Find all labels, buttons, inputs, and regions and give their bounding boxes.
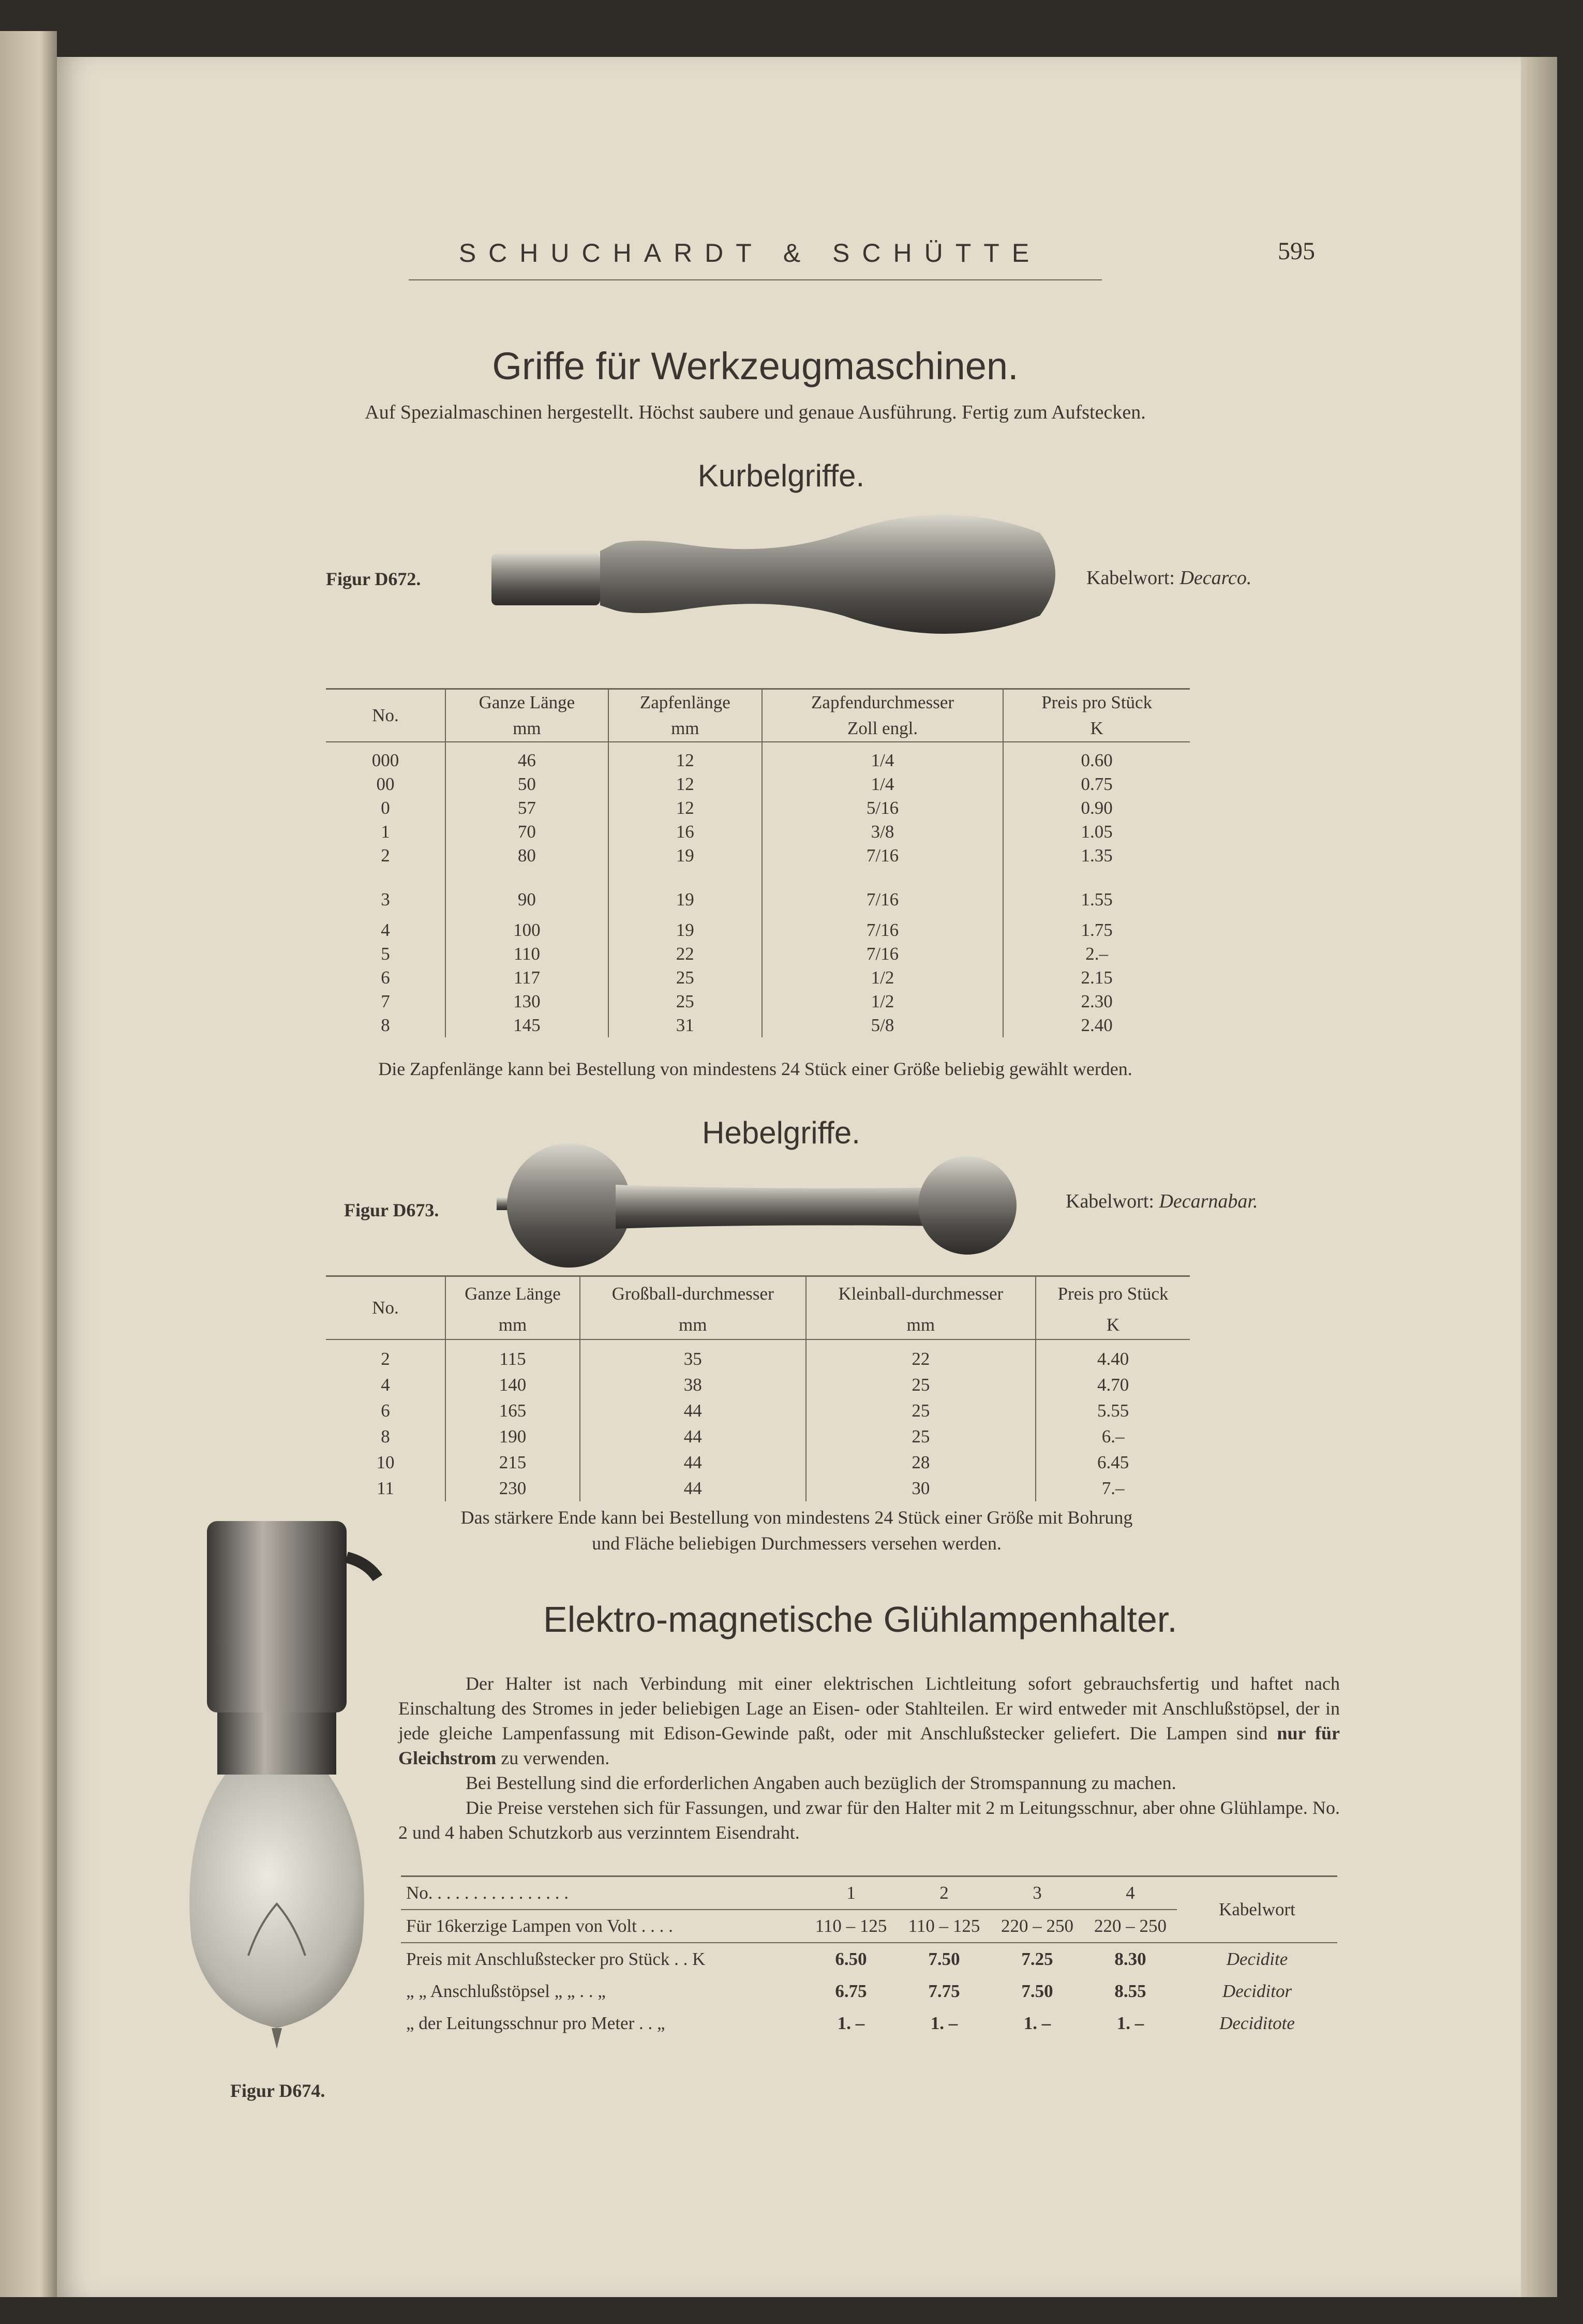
lamp-volt-4: 220 – 250 (1094, 1916, 1167, 1936)
lamp-kabelwort: Deciditor (1222, 1981, 1292, 2001)
row-no: 4 (381, 1375, 390, 1395)
col-header-ganze-laenge: Ganze Länge (445, 1276, 580, 1311)
row-preis: 6.– (1036, 1424, 1190, 1450)
row-zapfenlaenge: 12 (608, 796, 762, 820)
lamp-price-value: 6.75 (835, 1981, 867, 2001)
row-no: 10 (376, 1452, 395, 1472)
lamp-price-row (401, 2007, 1337, 2039)
row-no: 2 (381, 1349, 390, 1369)
row-ganze-laenge: 46 (445, 742, 608, 772)
lamp-description (398, 1671, 1340, 1845)
lamp-no-4: 4 (1126, 1883, 1135, 1903)
row-ganze-laenge: 70 (445, 820, 608, 844)
row-no: 8 (381, 1426, 390, 1447)
row-preis: 2.30 (1003, 990, 1190, 1014)
unit-zoll: Zoll engl. (762, 716, 1004, 742)
unit-mm: mm (580, 1310, 806, 1339)
row-zapfenlaenge: 25 (608, 966, 762, 990)
row-zapfenlaenge: 12 (608, 742, 762, 772)
row-no: 000 (371, 750, 399, 770)
table-row (326, 1476, 1190, 1501)
row-kleinball: 28 (806, 1450, 1036, 1476)
row-grossball: 44 (580, 1398, 806, 1424)
row-preis: 0.60 (1003, 742, 1190, 772)
lamp-paragraph-1: Der Halter ist nach Verbindung mit einer elektrischen Lichtleitung sofort gebrauchsfertig und haftet nach Einschaltung des Stromes in jeder beliebigen Lage an Eisen- oder Stahlteilen. Er wird entweder mit Anschlußstöpsel, der in jede gleiche Lampenfassung mit Edison-Gewinde paßt, oder mit Anschlußstecker geliefert. Die Lampen sind nur für Gleichstrom zu verwenden. (398, 1673, 1340, 1768)
table-row (326, 1014, 1190, 1037)
row-preis: 0.75 (1003, 772, 1190, 796)
lamp-price-value: 1. – (837, 2013, 865, 2033)
table-row (326, 1339, 1190, 1372)
hebel-note-line1: Das stärkere Ende kann bei Bestellung von mindestens 24 Stück einer Größe mit Bohrung (460, 1507, 1133, 1528)
row-ganze-laenge: 80 (445, 844, 608, 868)
row-kleinball: 25 (806, 1398, 1036, 1424)
col-header-kleinball: Kleinball-durchmesser (806, 1276, 1036, 1311)
row-preis: 4.70 (1036, 1372, 1190, 1398)
unit-currency: K (1036, 1310, 1190, 1339)
row-zapfendurchmesser: 3/8 (762, 820, 1004, 844)
row-preis: 2.15 (1003, 966, 1190, 990)
row-zapfendurchmesser: 5/16 (762, 796, 1004, 820)
kurbel-heading: Kurbelgriffe. (697, 458, 865, 493)
lamp-no-label: No. . . . . . . . . . . . . . . . (406, 1883, 569, 1903)
table-row (326, 868, 1190, 918)
table-row (326, 844, 1190, 868)
page-title: Griffe für Werkzeugmaschinen. (492, 345, 1019, 388)
row-ganze-laenge: 140 (445, 1372, 580, 1398)
lamp-no-1: 1 (846, 1883, 856, 1903)
row-no: 6 (381, 1401, 390, 1421)
row-ganze-laenge: 117 (445, 966, 608, 990)
lamp-heading: Elektro-magnetische Glühlampenhalter. (543, 1599, 1177, 1640)
lamp-paragraph-2: Bei Bestellung sind die erforderlichen Angaben auch bezüglich der Stromspannung zu machen. (466, 1772, 1176, 1793)
table-row (326, 1450, 1190, 1476)
unit-mm: mm (608, 716, 762, 742)
lever-handle-illustration (497, 1138, 1035, 1273)
hebel-kabelwort: Kabelwort: Decarnabar. (1066, 1190, 1258, 1212)
row-ganze-laenge: 90 (445, 868, 608, 918)
row-zapfenlaenge: 19 (608, 918, 762, 942)
table-row (326, 966, 1190, 990)
row-zapfendurchmesser: 1/4 (762, 772, 1004, 796)
lamp-price-row (401, 1943, 1337, 1975)
lamp-price-label: Preis mit Anschlußstecker pro Stück . . K (406, 1949, 706, 1969)
row-preis: 6.45 (1036, 1450, 1190, 1476)
unit-currency: K (1003, 716, 1190, 742)
row-preis: 1.35 (1003, 844, 1190, 868)
row-zapfenlaenge: 22 (608, 942, 762, 966)
row-preis: 7.– (1036, 1476, 1190, 1501)
lamp-paragraph-3: Die Preise verstehen sich für Fassungen, und zwar für den Halter mit 2 m Leitungsschnur, aber ohne Glühlampe. No. 2 und 4 haben Schutzkorb aus verzinntem Eisendraht. (398, 1797, 1340, 1843)
row-preis: 0.90 (1003, 796, 1190, 820)
kurbel-figure-label: Figur D672. (326, 569, 421, 589)
kurbel-note: Die Zapfenlänge kann bei Bestellung von mindestens 24 Stück einer Größe beliebig gewählt werden. (378, 1059, 1132, 1079)
row-no: 3 (381, 889, 390, 910)
row-kleinball: 30 (806, 1476, 1036, 1501)
unit-mm: mm (445, 1310, 580, 1339)
left-page-edge (0, 31, 57, 2297)
row-zapfendurchmesser: 7/16 (762, 942, 1004, 966)
row-no: 6 (381, 967, 390, 988)
row-ganze-laenge: 130 (445, 990, 608, 1014)
row-no: 8 (381, 1015, 390, 1035)
row-preis: 1.55 (1003, 868, 1190, 918)
row-kleinball: 25 (806, 1372, 1036, 1398)
col-header-preis: Preis pro Stück (1036, 1276, 1190, 1311)
page-subtitle: Auf Spezialmaschinen hergestellt. Höchst saubere und genaue Ausführung. Fertig zum Aufstecken. (365, 401, 1146, 423)
row-no: 00 (376, 774, 395, 794)
row-zapfenlaenge: 25 (608, 990, 762, 1014)
table-row (326, 742, 1190, 772)
row-grossball: 38 (580, 1372, 806, 1398)
right-page-edge (1521, 57, 1557, 2297)
row-zapfenlaenge: 19 (608, 868, 762, 918)
row-zapfendurchmesser: 7/16 (762, 918, 1004, 942)
table-row (326, 990, 1190, 1014)
col-header-ganze-laenge: Ganze Länge (445, 689, 608, 716)
lamp-price-value: 1. – (930, 2013, 958, 2033)
col-header-no: No. (372, 705, 399, 725)
unit-mm: mm (806, 1310, 1036, 1339)
row-ganze-laenge: 57 (445, 796, 608, 820)
row-preis: 2.– (1003, 942, 1190, 966)
row-no: 7 (381, 991, 390, 1011)
table-row (326, 1398, 1190, 1424)
row-preis: 1.05 (1003, 820, 1190, 844)
lamp-volt-1: 110 – 125 (815, 1916, 887, 1936)
hebel-table (326, 1275, 1190, 1501)
kurbel-kabelwort: Kabelwort: Decarco. (1086, 567, 1252, 589)
row-no: 2 (381, 845, 390, 866)
row-preis: 2.40 (1003, 1014, 1190, 1037)
row-zapfendurchmesser: 5/8 (762, 1014, 1004, 1037)
table-row (326, 796, 1190, 820)
row-no: 1 (381, 822, 390, 842)
row-ganze-laenge: 110 (445, 942, 608, 966)
row-grossball: 44 (580, 1450, 806, 1476)
row-zapfendurchmesser: 1/2 (762, 966, 1004, 990)
row-ganze-laenge: 165 (445, 1398, 580, 1424)
row-preis: 5.55 (1036, 1398, 1190, 1424)
row-ganze-laenge: 50 (445, 772, 608, 796)
row-grossball: 35 (580, 1339, 806, 1372)
table-row (326, 918, 1190, 942)
lamp-price-value: 7.50 (1021, 1981, 1053, 2001)
lamp-price-value: 7.50 (928, 1949, 960, 1969)
row-no: 11 (377, 1478, 394, 1498)
lamp-price-label: „ der Leitungsschnur pro Meter . . „ (406, 2013, 665, 2033)
hebel-heading: Hebelgriffe. (702, 1115, 860, 1150)
row-no: 0 (381, 798, 390, 818)
row-grossball: 44 (580, 1424, 806, 1450)
lamp-volt-label: Für 16kerzige Lampen von Volt . . . . (406, 1916, 673, 1936)
lamp-no-3: 3 (1033, 1883, 1042, 1903)
row-zapfendurchmesser: 7/16 (762, 844, 1004, 868)
row-no: 4 (381, 920, 390, 940)
lamp-price-row (401, 1975, 1337, 2007)
lamp-kabelwort: Deciditote (1219, 2013, 1295, 2033)
running-header: SCHUCHARDT & SCHÜTTE (458, 239, 1042, 267)
row-ganze-laenge: 230 (445, 1476, 580, 1501)
lamp-volt-2: 110 – 125 (908, 1916, 980, 1936)
row-zapfendurchmesser: 1/2 (762, 990, 1004, 1014)
lamp-price-label: „ „ Anschlußstöpsel „ „ . . „ (406, 1981, 606, 2001)
row-zapfenlaenge: 12 (608, 772, 762, 796)
col-header-zapfenlaenge: Zapfenlänge (608, 689, 762, 716)
row-ganze-laenge: 190 (445, 1424, 580, 1450)
row-preis: 1.75 (1003, 918, 1190, 942)
lamp-no-2: 2 (939, 1883, 949, 1903)
row-ganze-laenge: 115 (445, 1339, 580, 1372)
table-row (326, 1424, 1190, 1450)
row-ganze-laenge: 145 (445, 1014, 608, 1037)
col-header-preis: Preis pro Stück (1003, 689, 1190, 716)
row-ganze-laenge: 100 (445, 918, 608, 942)
row-zapfendurchmesser: 7/16 (762, 868, 1004, 918)
lamp-price-value: 7.75 (928, 1981, 960, 2001)
lamp-kabel-header: Kabelwort (1219, 1899, 1295, 1919)
crank-handle-illustration (481, 502, 1071, 652)
table-row (326, 820, 1190, 844)
lamp-kabelwort: Decidite (1226, 1949, 1288, 1969)
row-ganze-laenge: 215 (445, 1450, 580, 1476)
page-number: 595 (1278, 237, 1315, 265)
row-zapfenlaenge: 16 (608, 820, 762, 844)
col-header-no: No. (372, 1298, 399, 1318)
row-no: 5 (381, 944, 390, 964)
lamp-price-value: 7.25 (1021, 1949, 1053, 1969)
table-row (326, 772, 1190, 796)
hebel-note-line2: und Fläche beliebigen Durchmessers versehen werden. (592, 1533, 1002, 1554)
lamp-price-value: 1. – (1023, 2013, 1051, 2033)
lamp-volt-3: 220 – 250 (1001, 1916, 1073, 1936)
row-zapfendurchmesser: 1/4 (762, 742, 1004, 772)
row-preis: 4.40 (1036, 1339, 1190, 1372)
lamp-holder-illustration (186, 1516, 383, 2075)
lamp-price-value: 8.30 (1114, 1949, 1146, 1969)
lamp-figure-label: Figur D674. (230, 2080, 325, 2101)
col-header-zapfendurchmesser: Zapfendurchmesser (762, 689, 1004, 716)
row-zapfenlaenge: 19 (608, 844, 762, 868)
header-rule (409, 279, 1102, 280)
lamp-price-value: 1. – (1116, 2013, 1144, 2033)
lamp-table (401, 1875, 1337, 2039)
row-zapfenlaenge: 31 (608, 1014, 762, 1037)
table-row (326, 1372, 1190, 1398)
lamp-price-value: 8.55 (1114, 1981, 1146, 2001)
row-grossball: 44 (580, 1476, 806, 1501)
kurbel-table (326, 688, 1190, 1037)
hebel-figure-label: Figur D673. (344, 1200, 439, 1220)
col-header-grossball: Großball-durchmesser (580, 1276, 806, 1311)
row-kleinball: 25 (806, 1424, 1036, 1450)
lamp-price-value: 6.50 (835, 1949, 867, 1969)
row-kleinball: 22 (806, 1339, 1036, 1372)
unit-mm: mm (445, 716, 608, 742)
table-row (326, 942, 1190, 966)
